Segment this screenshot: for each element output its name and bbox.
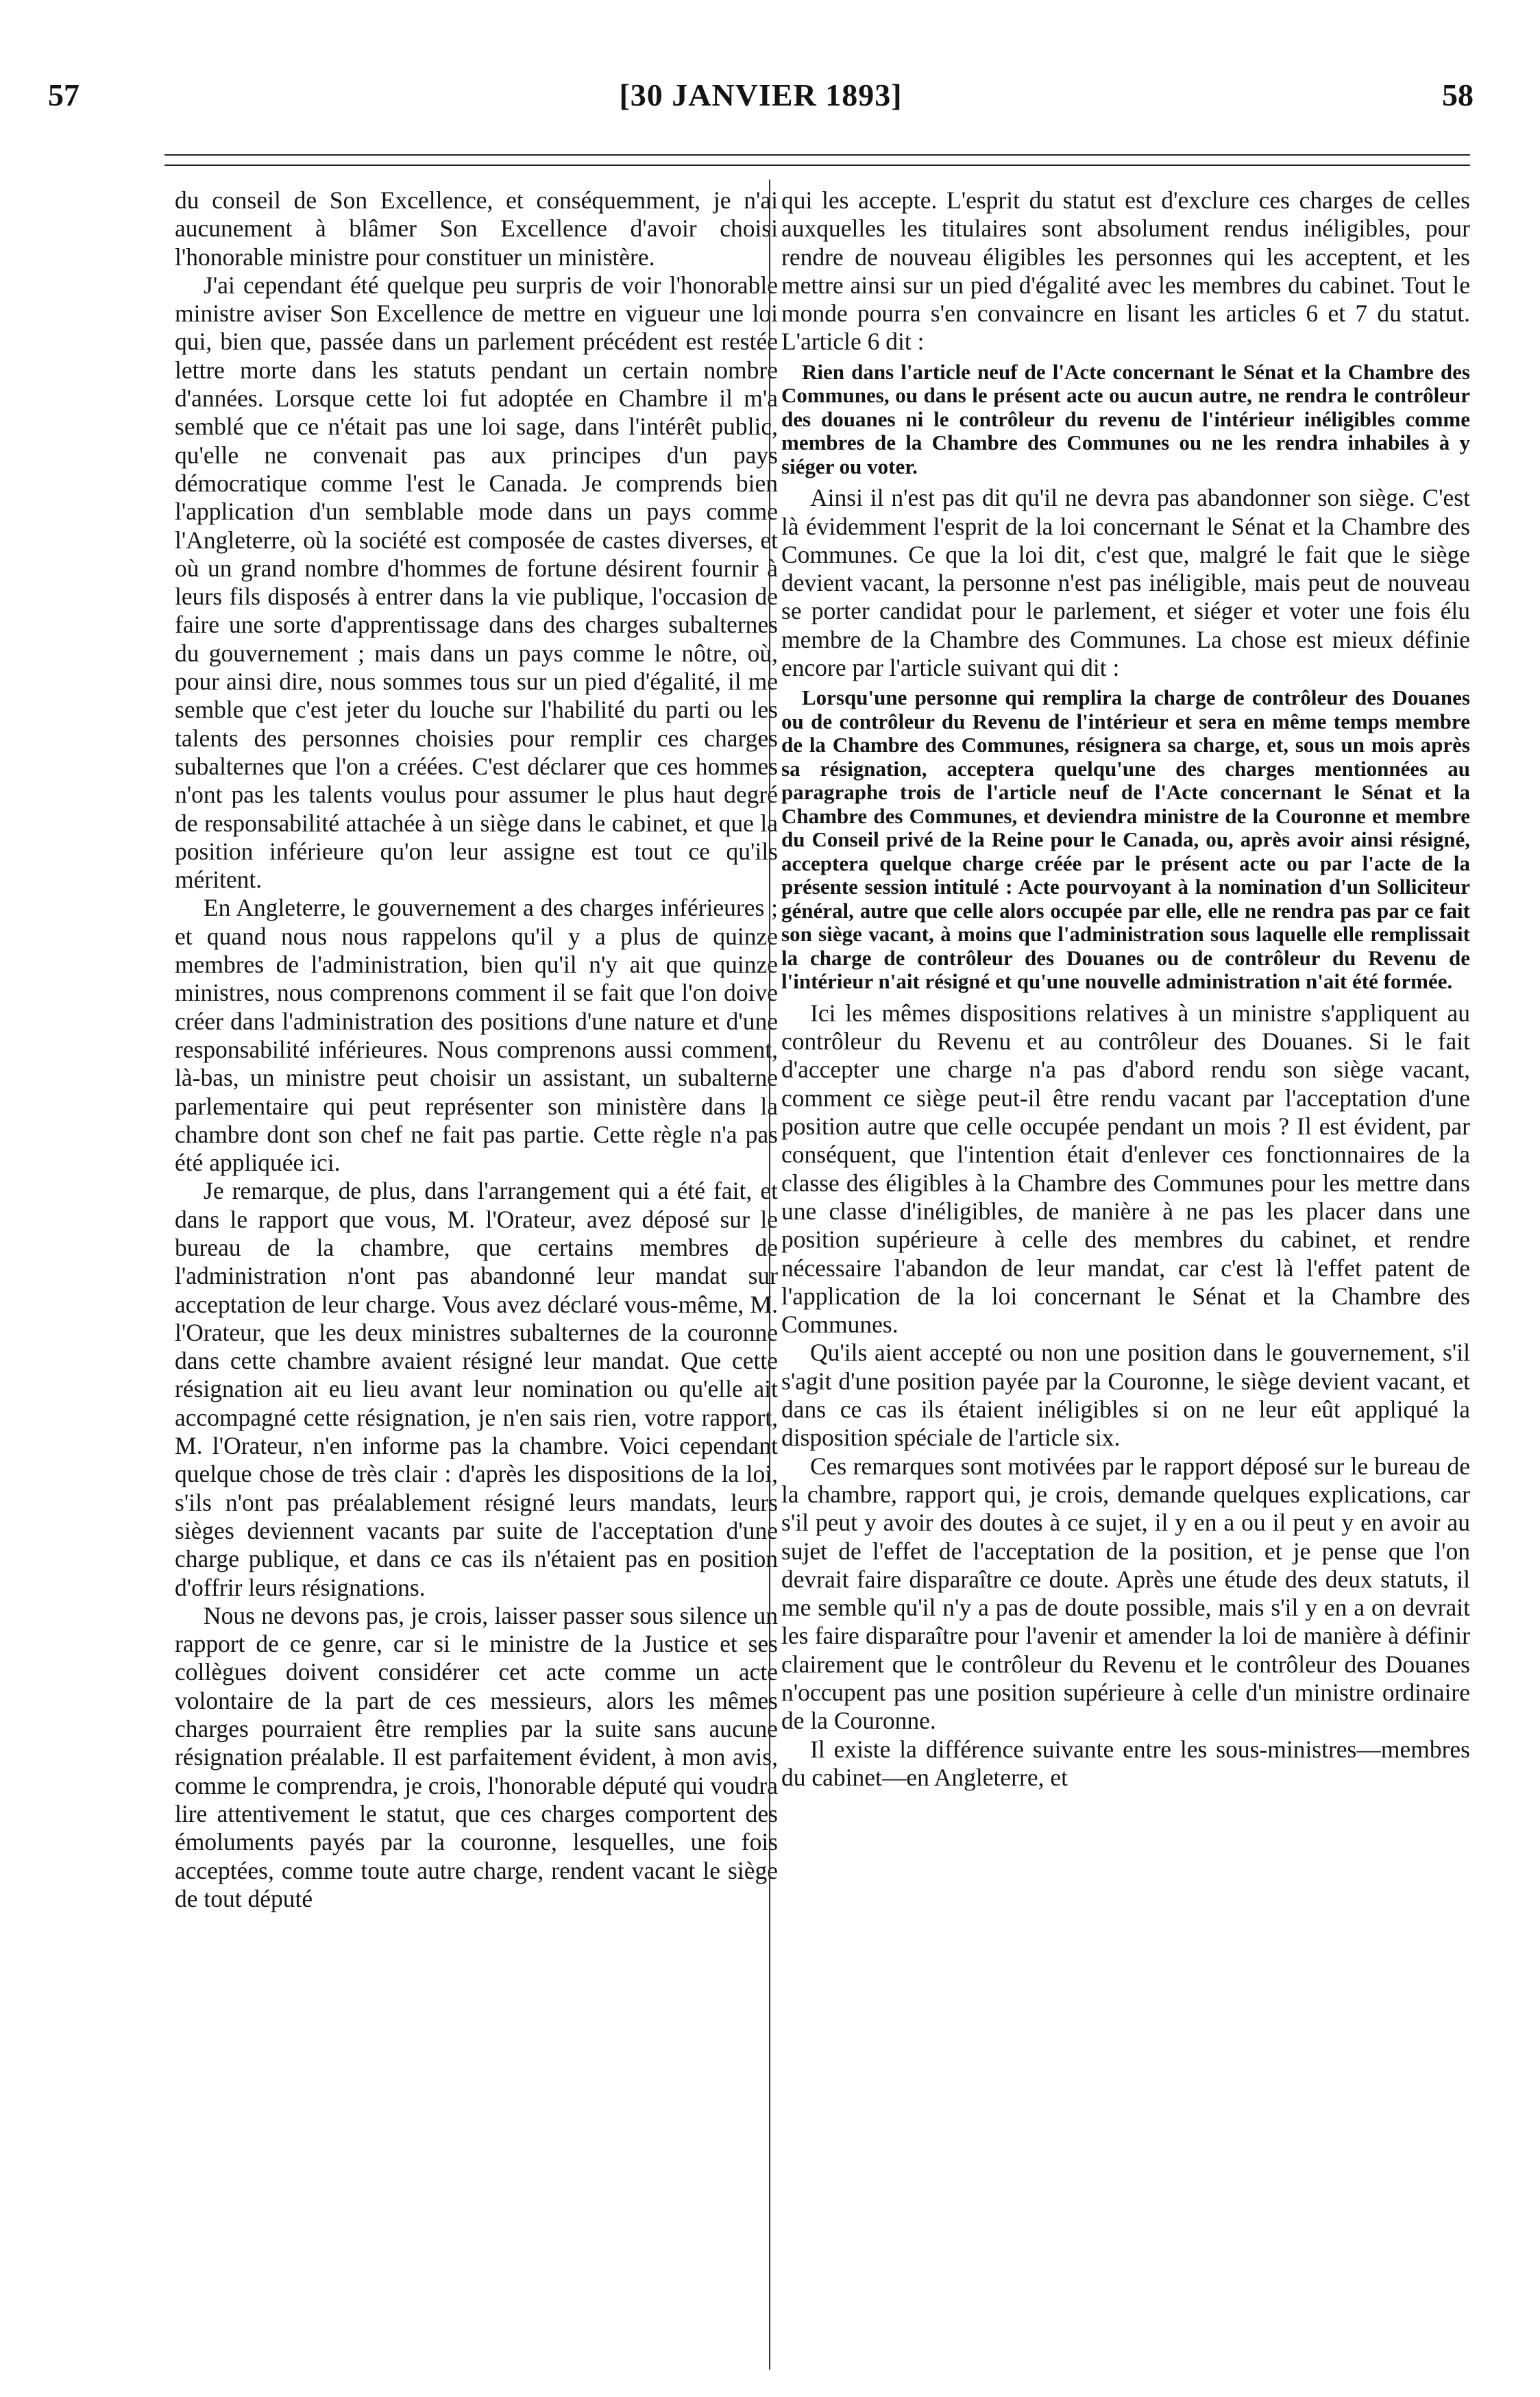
- right-paragraph-1: qui les accepte. L'esprit du statut est d'exclure ces charges de celles auxquelles les titulaires sont absolument rendus inéligibles, pour rendre de nouveau éligibles les personnes qui les acceptent, et les mettre ainsi sur un pied d'égalité avec les membres du cabinet. Tout le monde pourra s'en convaincre en lisant les articles 6 et 7 du statut. L'article 6 dit :: [781, 186, 1470, 356]
- left-column: [175, 186, 778, 2373]
- right-paragraph-4: Qu'ils aient accepté ou non une position dans le gouvernement, s'il s'agit d'une position payée par la Couronne, le siège devient vacant, et dans ce cas ils étaient inéligibles si on ne leur eût appliqué la disposition spéciale de l'article six.: [781, 1339, 1470, 1452]
- right-paragraph-2: Ainsi il n'est pas dit qu'il ne devra pas abandonner son siège. C'est là évidemment l'esprit de la loi concernant le Sénat et la Chambre des Communes. Ce que la loi dit, c'est que, malgré le fait que le siège devient vacant, la personne n'est pas inéligible, mais peut de nouveau se porter candidat pour le parlement, et siéger et voter une fois élu membre de la Chambre des Communes. La chose est mieux définie encore par l'article suivant qui dit :: [781, 484, 1470, 682]
- statute-quote-article-6: Rien dans l'article neuf de l'Acte concernant le Sénat et la Chambre des Communes, ou dans le présent acte ou aucun autre, ne rendra le contrôleur des douanes ni le contrôleur du revenu de l'intérieur inéligibles comme membres de la Chambre des Communes ou ne les rendra inhabiles à y siéger ou voter.: [781, 359, 1470, 478]
- page-number-left: 57: [48, 77, 80, 112]
- left-paragraph-2: J'ai cependant été quelque peu surpris de voir l'honorable ministre aviser Son Excellence de mettre en vigueur une loi qui, bien que, passée dans un parlement précédent est restée lettre morte dans les statuts pendant un certain nombre d'années. Lorsque cette loi fut adoptée en Chambre il m'a semblé que ce n'était pas une loi sage, dans l'intérêt public, qu'elle ne convenait pas aux principes d'un pays démocratique comme l'est le Canada. Je comprends bien l'application d'un semblable mode dans un pays comme l'Angleterre, où la société est composée de castes diverses, et où un grand nombre d'hommes de fortune désirent fournir à leurs fils disposés à entrer dans la vie publique, l'occasion de faire une sorte d'apprentissage dans des charges subalternes du gouvernement ; mais dans un pays comme le nôtre, où, pour ainsi dire, nous sommes tous sur un pied d'égalité, il me semble que c'est jeter du louche sur l'habilité du parti ou les talents des personnes choisies pour remplir ces charges subalternes que l'on a créées. C'est déclarer que ces hommes n'ont pas les talents voulus pour assumer le plus haut degré de responsabilité attachée à un siège dans le cabinet, et que la position inférieure qu'on leur assigne est tout ce qu'ils méritent.: [175, 271, 778, 894]
- right-paragraph-3: Ici les mêmes dispositions relatives à un ministre s'appliquent au contrôleur du Revenu et au contrôleur des Douanes. Si le fait d'accepter une charge n'a pas d'abord rendu son siège vacant, comment ce siège peut-il être rendu vacant par l'acceptation d'une position autre que celle occupée pendant un mois ? Il est évident, par conséquent, que l'intention était d'enlever ces fonctionnaires de la classe des éligibles à la Chambre des Communes pour les mettre dans une classe d'inéligibles, de manière à ne pas les placer dans une position supérieure à celle des membres du cabinet, et rendre nécessaire l'abandon de leur mandat, car c'est là l'effet patent de l'application de la loi concernant le Sénat et la Chambre des Communes.: [781, 999, 1470, 1339]
- page-date: [30 JANVIER 1893]: [619, 77, 903, 112]
- right-paragraph-6: Il existe la différence suivante entre les sous-ministres—membres du cabinet—en Angleterre, et: [781, 1735, 1470, 1791]
- left-paragraph-1: du conseil de Son Excellence, et conséquemment, je n'ai aucunement à blâmer Son Excellence d'avoir choisi l'honorable ministre pour constituer un ministère.: [175, 186, 778, 271]
- statute-quote-article-7: Lorsqu'une personne qui remplira la charge de contrôleur des Douanes ou de contrôleur du Revenu de l'intérieur et sera en même temps membre de la Chambre des Communes, résignera sa charge, et, sous un mois après sa résignation, acceptera quelqu'une des charges mentionnées au paragraphe trois de l'article neuf de l'Acte concernant le Sénat et la Chambre des Communes, et deviendra ministre de la Couronne et membre du Conseil privé de la Reine pour le Canada, ou, après avoir ainsi résigné, acceptera quelque charge créée par le présent acte ou par l'acte de la présente session intitulé : Acte pourvoyant à la nomination d'un Solliciteur général, autre que celle alors occupée par elle, elle ne rendra pas par ce fait son siège vacant, à moins que l'administration sous laquelle elle remplissait la charge de contrôleur des Douanes ou de contrôleur du Revenu de l'intérieur n'ait résigné et qu'une nouvelle administration n'ait été formée.: [781, 685, 1470, 994]
- page-number-right: 58: [1442, 77, 1474, 112]
- right-column: [781, 186, 1470, 2373]
- header-rule-top: [164, 154, 1470, 156]
- left-paragraph-3: En Angleterre, le gouvernement a des charges inférieures ; et quand nous nous rappelons qu'il y a plus de quinze membres de l'administration, bien qu'il n'y ait que quinze ministres, nous comprenons comment il se fait que l'on doive créer dans l'administration des positions d'une nature et d'une responsabilité inférieures. Nous comprenons aussi comment, là-bas, un ministre peut choisir un assistant, un subalterne parlementaire qui peut représenter son ministère dans la chambre dont son chef ne fait pas partie. Cette règle n'a pas été appliquée ici.: [175, 894, 778, 1177]
- left-paragraph-5: Nous ne devons pas, je crois, laisser passer sous silence un rapport de ce genre, car si le ministre de la Justice et ses collègues doivent considérer cet acte comme un acte volontaire de la part de ces messieurs, alors les mêmes charges pourraient être remplies par la suite sans aucune résignation préalable. Il est parfaitement évident, à mon avis, comme le comprendra, je crois, l'honorable député qui voudra lire attentivement le statut, que ces charges comportent des émoluments payés par la couronne, lesquelles, une fois acceptées, comme toute autre charge, rendent vacant le siège de tout député: [175, 1601, 778, 1912]
- header-rule-bottom: [164, 165, 1470, 166]
- page-header: [48, 77, 1474, 125]
- right-paragraph-5: Ces remarques sont motivées par le rapport déposé sur le bureau de la chambre, rapport qui, je crois, demande quelques explications, car s'il peut y avoir des doutes à ce sujet, il y en a ou il peut y en avoir au sujet de l'effet de l'acceptation de la position, et je pense que l'on devrait faire disparaître ce doute. Après une étude des deux statuts, il me semble qu'il n'y a pas de doute possible, mais s'il y en a on devrait les faire disparaître pour l'avenir et amender la loi de manière à définir clairement que le contrôleur du Revenu et le contrôleur des Douanes n'occupent pas une position supérieure à celle d'un ministre ordinaire de la Couronne.: [781, 1452, 1470, 1735]
- column-divider: [769, 180, 770, 2370]
- left-paragraph-4: Je remarque, de plus, dans l'arrangement qui a été fait, et dans le rapport que vous, M. l'Orateur, avez déposé sur le bureau de la chambre, que certains membres de l'administration n'ont pas abandonné leur mandat sur acceptation de leur charge. Vous avez déclaré vous-même, M. l'Orateur, que les deux ministres subalternes de la couronne dans cette chambre avaient résigné leur mandat. Que cette résignation ait eu lieu avant leur nomination ou qu'elle ait accompagné cette résignation, je n'en sais rien, votre rapport, M. l'Orateur, n'en informe pas la chambre. Voici cependant quelque chose de très clair : d'après les dispositions de la loi, s'ils n'ont pas préalablement résigné leurs mandats, leurs sièges deviennent vacants par suite de l'acceptation d'une charge publique, et dans ce cas ils n'étaient pas en position d'offrir leurs résignations.: [175, 1177, 778, 1601]
